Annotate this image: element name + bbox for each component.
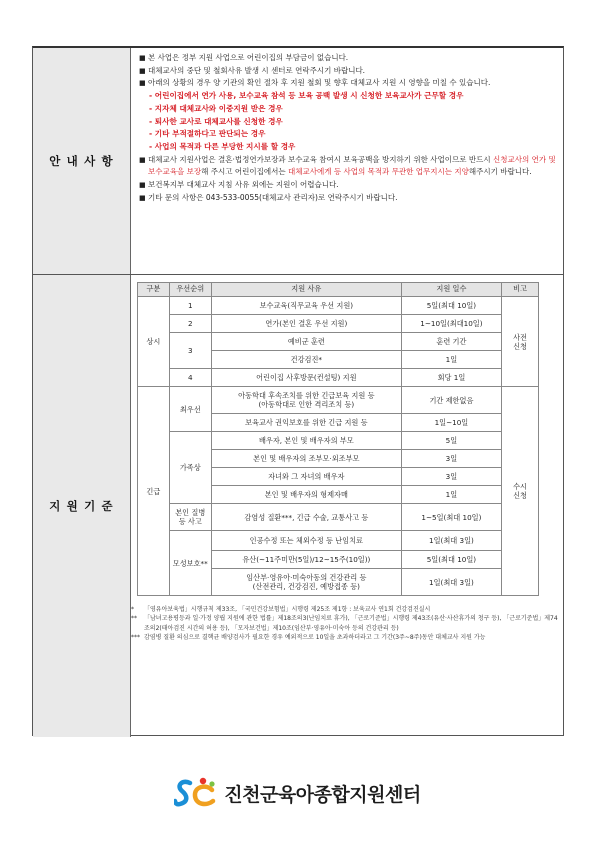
table-row: 모성보호** 인공수정 또는 체외수정 등 난임치료 1일(최대 3일) (138, 531, 539, 551)
table-row: 본인 질병 등 사고 감염성 질환***, 긴급 수술, 교통사고 등 1~5일(최대 10일) (138, 504, 539, 531)
criteria-label: 지 원 기 준 (33, 275, 131, 737)
table-header: 구분 (138, 283, 170, 297)
restriction-item: - 퇴사한 교사로 대체교사를 신청한 경우 (149, 116, 283, 126)
restriction-list (139, 90, 557, 154)
bullet-icon: ■ (139, 79, 146, 88)
table-row: 건강검진* 1일 (138, 351, 539, 369)
notice-line: ■ 아래의 상황의 경우 양 기관의 확인 절차 후 지원 철회 및 향후 대체교사 지원 시 영향을 미칠 수 있습니다. (139, 77, 557, 90)
note-any: 수시 신청 (502, 387, 539, 596)
table-header: 지원 사유 (211, 283, 401, 297)
table-row: 자녀와 그 자녀의 배우자 3일 (138, 468, 539, 486)
notice-section (33, 48, 563, 275)
bullet-icon: ■ (139, 193, 146, 202)
table-row: 2 연가(본인 결혼 우선 지원) 1~10일(최대10일) (138, 315, 539, 333)
notice-line: ■ 본 사업은 정부 지원 사업으로 어린이집의 부담금이 없습니다. (139, 52, 557, 65)
footnote: *** 감염병 질환 의심으로 결핵균 배양검사가 필요한 경우 예외적으로 10일을 초과하더라고 그 기간(3주~8주)동안 대체교사 지원 가능 (131, 633, 486, 641)
footnote: * 「영유아보육법」시행규칙 제33조, 「국민건강보험법」시행령 제25조 제1항 : 보육교사 연1회 건강검진실시 (131, 606, 431, 613)
notice-line (139, 192, 557, 205)
restriction-item: - 기타 부적절하다고 판단되는 경우 (149, 129, 266, 139)
bullet-icon: ■ (139, 66, 146, 75)
restriction-item: - 어린이집에서 연가 사용, 보수교육 참석 등 보육 공백 발생 시 신청한 보육교사가 근무할 경우 (149, 91, 464, 101)
table-row: 긴급 최우선 아동학대 후속조치를 위한 긴급보육 지원 등 (아동학대로 인한 격리조치 등) 기간 제한없음 수시 신청 (138, 387, 539, 414)
bullet-icon: ■ (139, 155, 146, 164)
sc-logo-icon (174, 776, 218, 810)
note-pre: 사전 신청 (502, 297, 539, 387)
restriction-item: - 지자체 대체교사와 이중지원 받은 경우 (149, 103, 283, 113)
table-header: 우선순위 (169, 283, 211, 297)
notice-line: ■ 보건복지부 대체교사 지침 사유 외에는 지원이 어렵습니다. (139, 179, 557, 192)
table-row: 가족상 배우자, 본인 및 배우자의 부모 5일 (138, 432, 539, 450)
bullet-icon: ■ (139, 54, 146, 62)
notice-content (131, 48, 563, 274)
table-header: 지원 일수 (401, 283, 501, 297)
org-name: 진천군육아종합지원센터 (224, 783, 421, 806)
notice-line: ■ 대체교사의 중단 및 철회사유 발생 시 센터로 연락주시기 바랍니다. (139, 65, 557, 78)
contact-info: 기타 문의 사항은 043-533-0055(대체교사 관리자)로 연락주시기 바랍니다. (148, 192, 398, 202)
criteria-table (137, 282, 539, 596)
restriction-item: - 사업의 목적과 다른 부당한 지시를 할 경우 (149, 141, 296, 151)
group-urgent: 긴급 (138, 387, 170, 596)
table-row: 상시 1 보수교육(직무교육 우선 지원) 5일(최대 10일) 사전 신청 (138, 297, 539, 315)
criteria-content (131, 275, 563, 737)
group-regular: 상시 (138, 297, 170, 387)
table-header-row (138, 283, 539, 297)
footer (0, 776, 595, 810)
notice-line: ■ 대체교사 지원사업은 결혼·법정연가보장과 보수교육 참여시 보육공백을 방지하기 위한 사업이므로 반드시 신청교사의 연가 및 보수교육을 보장해 주시고 어린이집에서는 대체교사에게 등 사업의 목적과 무관한 업무지시는 지양해주시기 바랍니다. (139, 154, 557, 179)
table-row: 유산(~11주미만(5일)/12~15주(10일)) 5일(최대 10일) (138, 551, 539, 569)
table-row: 본인 및 배우자의 조부모·외조부모 3일 (138, 450, 539, 468)
footnotes (131, 605, 563, 642)
bullet-icon: ■ (139, 181, 146, 190)
document-frame (32, 46, 564, 736)
notice-label: 안 내 사 항 (33, 48, 131, 274)
table-row: 본인 및 배우자의 형제자매 1일 (138, 486, 539, 504)
criteria-section (33, 275, 563, 737)
footnote: ** 「남녀고용평등과 일·가정 양립 지원에 관한 법률」제18조의3(난임치료 휴가), 「근로기준법」시행령 제43조(유산·사산휴가의 청구 등), 「근로기준법」제74조의2(태아검진 시간의 허용 등), 「모자보건법」제10조(임산부·영유아·미숙아 등의 건강관리 등) (131, 615, 558, 632)
table-row: 3 예비군 훈련 훈련 기간 (138, 333, 539, 351)
table-row: 4 어린이집 사후방문(컨설팅) 지원 회당 1일 (138, 369, 539, 387)
table-row: 임산부·영유아·미숙아동의 건강관리 등 (산전관리, 건강검진, 예방접종 등) 1일(최대 3일) (138, 569, 539, 596)
table-header: 비고 (502, 283, 539, 297)
table-row: 보육교사 권익보호를 위한 긴급 지원 등 1일~10일 (138, 414, 539, 432)
